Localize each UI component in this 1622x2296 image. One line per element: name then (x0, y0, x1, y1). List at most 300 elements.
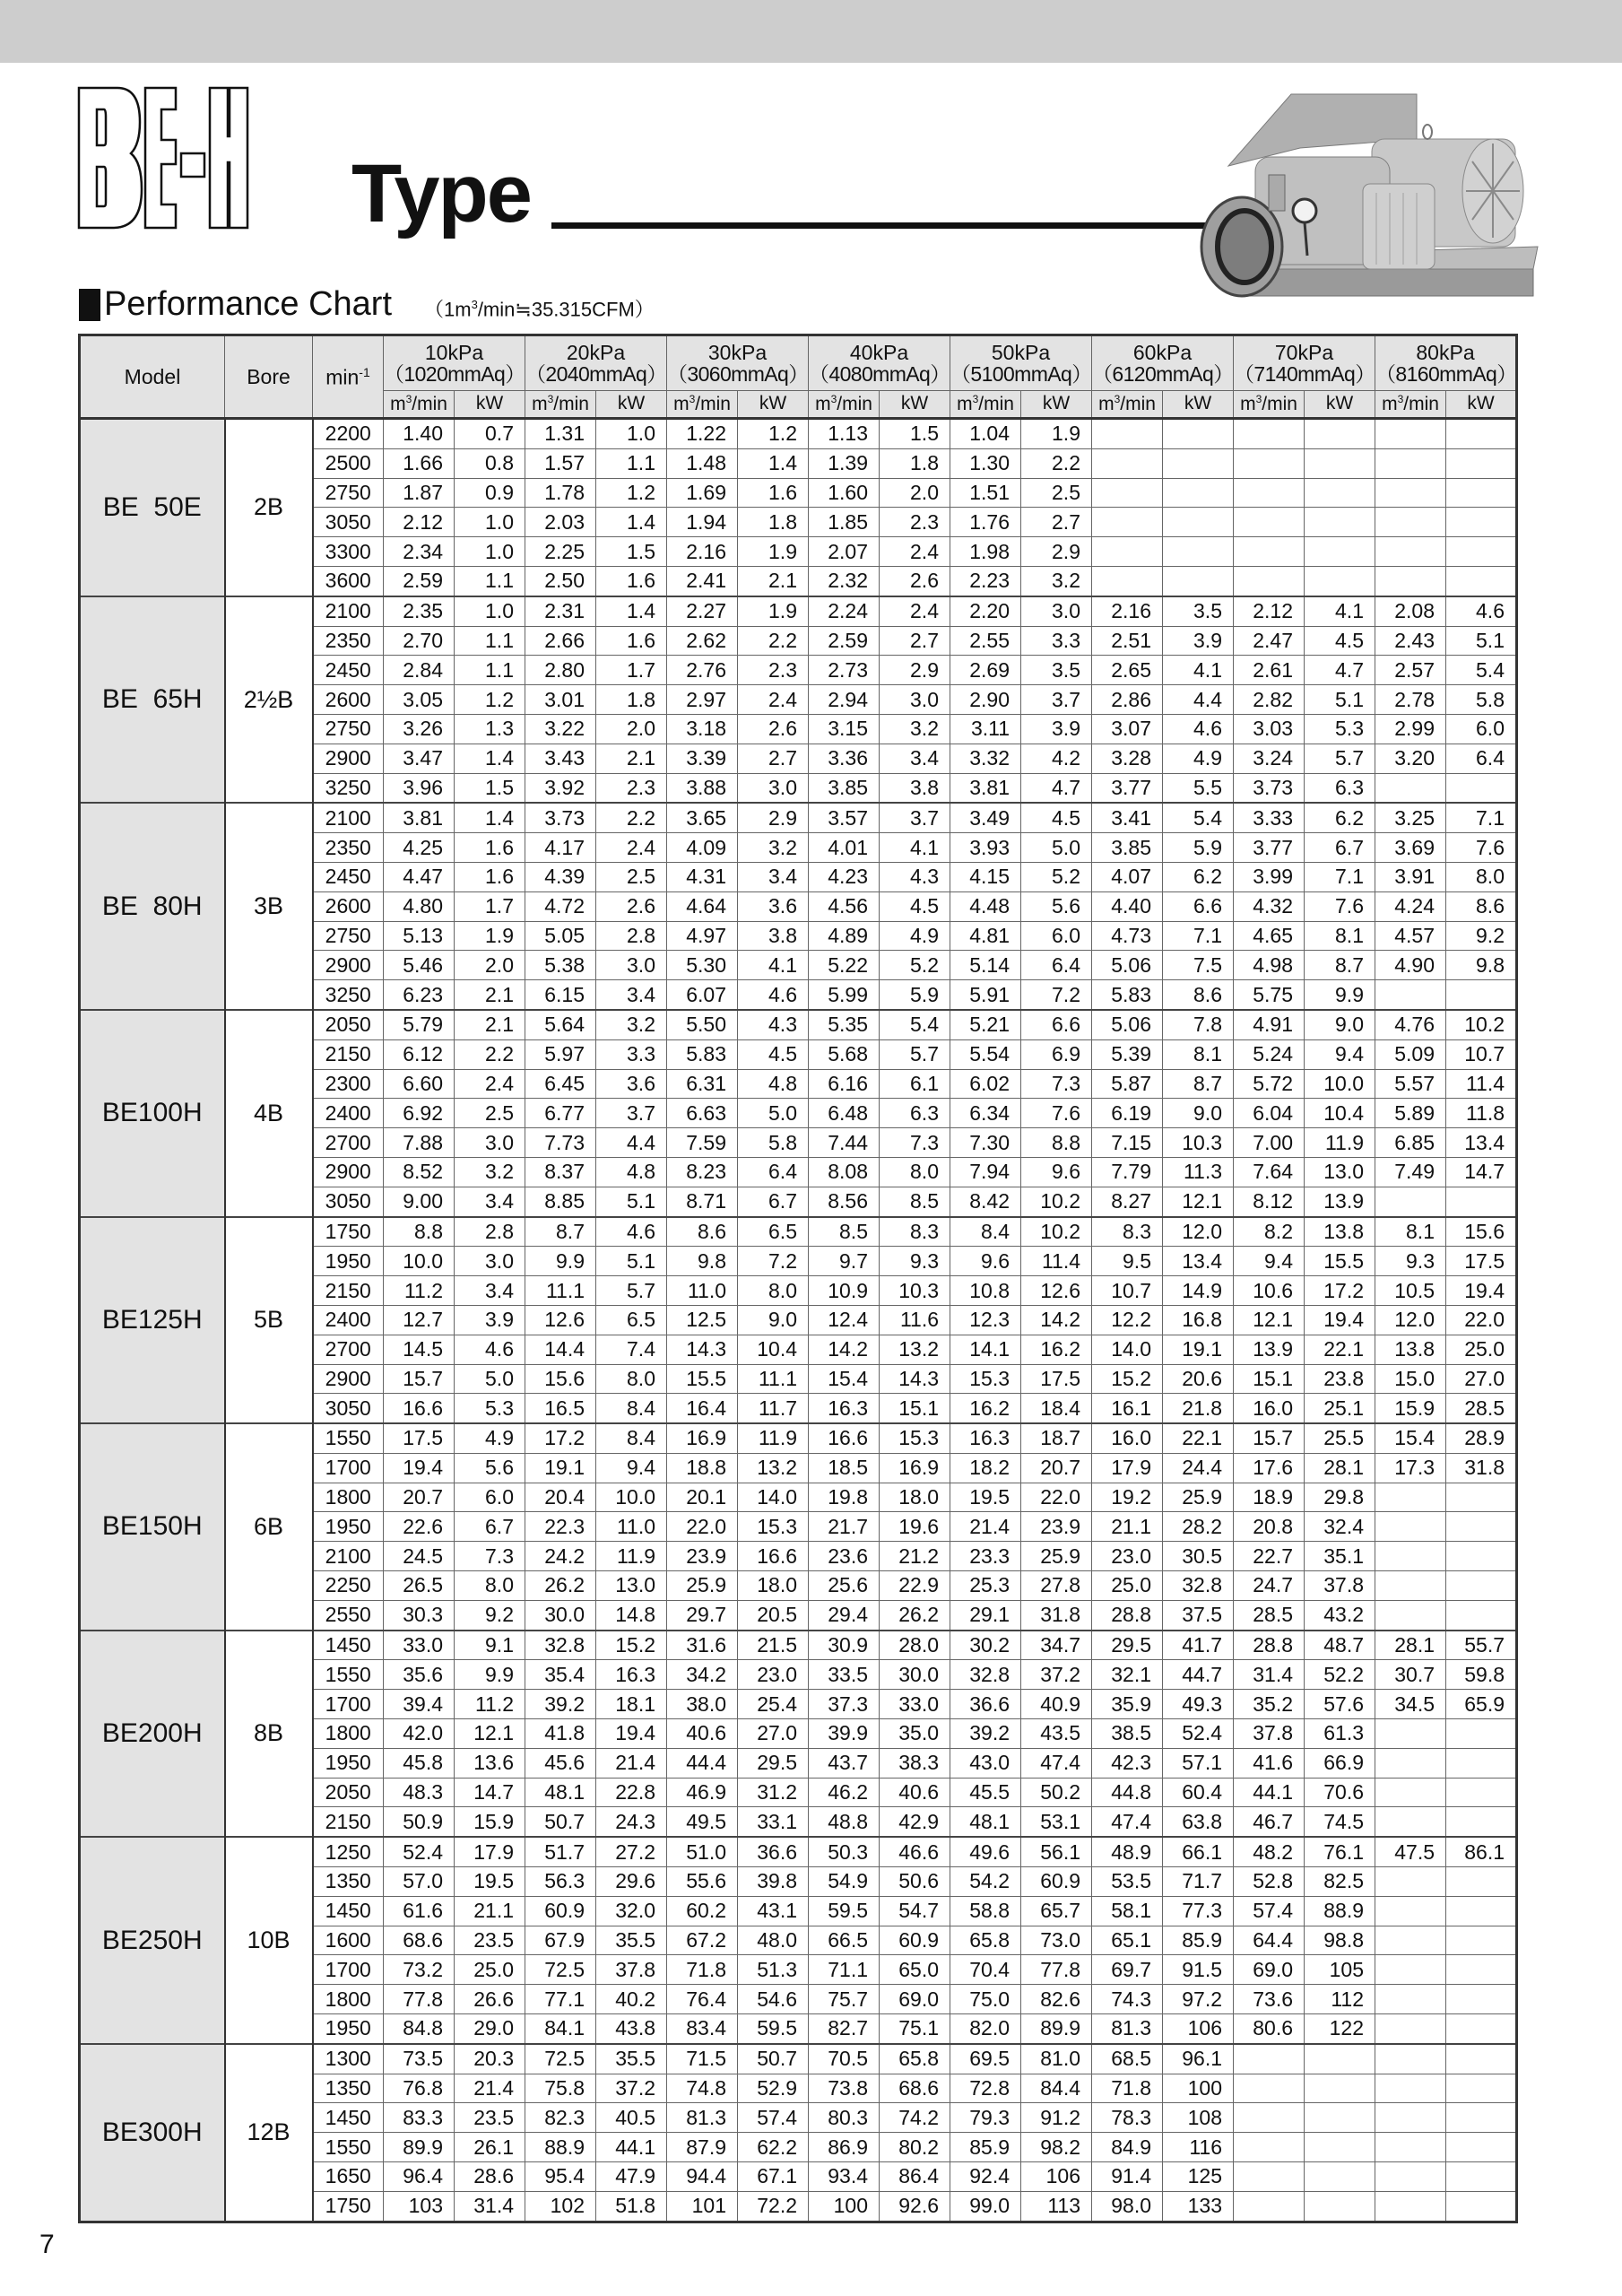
flow-cell: 30.3 (384, 1600, 455, 1630)
flow-cell: 34.2 (667, 1660, 738, 1690)
power-cell: 4.5 (738, 1039, 809, 1069)
flow-cell: 2.55 (950, 626, 1021, 656)
power-cell: 15.3 (738, 1512, 809, 1542)
flow-cell: 25.9 (667, 1571, 738, 1601)
power-cell: 25.0 (455, 1955, 525, 1985)
flow-cell (1375, 566, 1446, 596)
pressure-kpa: 70kPa (1274, 340, 1334, 364)
speed-cell: 2100 (313, 1542, 384, 1571)
model-cell: BE 65H (80, 596, 225, 804)
speed-cell: 1800 (313, 1483, 384, 1512)
flow-cell (1234, 2044, 1305, 2074)
pressure-kpa: 30kPa (707, 340, 768, 364)
flow-cell (1234, 478, 1305, 508)
power-cell: 5.7 (1305, 744, 1375, 773)
power-cell: 5.8 (738, 1128, 809, 1158)
unit-power: kW (1305, 391, 1375, 419)
power-cell: 54.7 (880, 1896, 950, 1926)
flow-cell: 7.30 (950, 1128, 1021, 1158)
flow-cell: 23.9 (667, 1542, 738, 1571)
flow-cell: 5.21 (950, 1010, 1021, 1039)
power-cell: 15.5 (1305, 1247, 1375, 1276)
flow-cell (1092, 419, 1163, 449)
flow-cell: 2.23 (950, 566, 1021, 596)
power-cell (1163, 478, 1234, 508)
flow-cell: 8.12 (1234, 1187, 1305, 1216)
flow-cell: 31.6 (667, 1631, 738, 1660)
flow-cell: 2.78 (1375, 685, 1446, 715)
power-cell: 25.0 (1446, 1335, 1517, 1364)
power-cell: 61.3 (1305, 1719, 1375, 1749)
power-cell: 21.1 (455, 1896, 525, 1926)
flow-cell (1375, 448, 1446, 478)
flow-cell: 3.92 (525, 773, 596, 803)
flow-cell: 81.3 (1092, 2014, 1163, 2044)
flow-cell: 15.7 (384, 1364, 455, 1394)
power-cell: 26.2 (880, 1600, 950, 1630)
power-cell: 15.1 (880, 1394, 950, 1423)
pressure-mmaq: （4080mmAq） (809, 362, 950, 386)
power-cell: 5.1 (1305, 685, 1375, 715)
flow-cell: 4.56 (809, 891, 880, 921)
flow-cell: 1.94 (667, 508, 738, 537)
power-cell: 13.0 (1305, 1157, 1375, 1187)
speed-cell: 1800 (313, 1985, 384, 2014)
power-cell: 91.5 (1163, 1955, 1234, 1985)
unit-flow-suffix: /min (553, 393, 589, 414)
power-cell: 13.4 (1163, 1247, 1234, 1276)
flow-cell: 4.09 (667, 833, 738, 863)
flow-cell: 18.5 (809, 1453, 880, 1483)
power-cell: 2.5 (596, 862, 667, 891)
flow-cell: 15.9 (1375, 1394, 1446, 1423)
power-cell: 7.6 (1305, 891, 1375, 921)
power-cell: 3.4 (880, 744, 950, 773)
power-cell: 88.9 (1305, 1896, 1375, 1926)
power-cell: 60.9 (880, 1926, 950, 1955)
power-cell: 7.1 (1446, 803, 1517, 832)
flow-cell: 4.15 (950, 862, 1021, 891)
power-cell: 2.2 (455, 1039, 525, 1069)
power-cell (1446, 2044, 1517, 2074)
table-row (80, 1217, 1517, 1247)
flow-cell: 75.0 (950, 1985, 1021, 2014)
speed-cell: 1450 (313, 1631, 384, 1660)
bore-cell: 2B (225, 419, 313, 596)
power-cell: 46.6 (880, 1837, 950, 1866)
flow-cell: 8.27 (1092, 1187, 1163, 1216)
flow-cell: 18.8 (667, 1453, 738, 1483)
flow-cell: 6.04 (1234, 1099, 1305, 1128)
flow-cell: 17.6 (1234, 1453, 1305, 1483)
flow-cell: 42.0 (384, 1719, 455, 1749)
power-cell: 76.1 (1305, 1837, 1375, 1866)
flow-cell: 49.6 (950, 1837, 1021, 1866)
speed-cell: 1550 (313, 1660, 384, 1690)
speed-cell: 1950 (313, 1247, 384, 1276)
flow-cell: 4.73 (1092, 921, 1163, 951)
power-cell: 12.6 (1021, 1276, 1092, 1306)
power-cell: 2.8 (455, 1217, 525, 1247)
speed-cell: 2900 (313, 744, 384, 773)
unit-flow (667, 391, 738, 419)
flow-cell: 3.47 (384, 744, 455, 773)
flow-cell: 25.6 (809, 1571, 880, 1601)
flow-cell: 7.73 (525, 1128, 596, 1158)
power-cell: 1.9 (738, 537, 809, 567)
speed-cell: 2700 (313, 1128, 384, 1158)
unit-flow (1234, 391, 1305, 419)
power-cell: 1.0 (455, 596, 525, 626)
power-cell: 2.4 (455, 1069, 525, 1099)
speed-cell: 3050 (313, 1187, 384, 1216)
power-cell: 9.0 (1305, 1010, 1375, 1039)
power-cell (1446, 2191, 1517, 2222)
flow-cell: 1.69 (667, 478, 738, 508)
power-cell: 125 (1163, 2162, 1234, 2192)
flow-cell: 5.87 (1092, 1069, 1163, 1099)
power-cell: 5.4 (1446, 656, 1517, 685)
flow-cell: 51.7 (525, 1837, 596, 1866)
power-cell (1446, 1955, 1517, 1985)
flow-cell: 77.1 (525, 1985, 596, 2014)
speed-cell: 2900 (313, 1157, 384, 1187)
power-cell: 82.6 (1021, 1985, 1092, 2014)
flow-cell: 31.4 (1234, 1660, 1305, 1690)
power-cell (1163, 419, 1234, 449)
flow-cell: 17.3 (1375, 1453, 1446, 1483)
power-cell: 8.6 (1446, 891, 1517, 921)
power-cell: 1.4 (596, 508, 667, 537)
power-cell: 54.6 (738, 1985, 809, 2014)
power-cell: 1.7 (455, 891, 525, 921)
power-cell (1305, 508, 1375, 537)
power-cell: 7.1 (1305, 862, 1375, 891)
flow-cell: 80.3 (809, 2103, 880, 2133)
flow-cell: 44.8 (1092, 1778, 1163, 1807)
power-cell: 31.2 (738, 1778, 809, 1807)
flow-cell: 2.07 (809, 537, 880, 567)
flow-cell: 7.79 (1092, 1157, 1163, 1187)
model-cell: BE100H (80, 1010, 225, 1217)
power-cell: 9.2 (455, 1600, 525, 1630)
power-cell: 97.2 (1163, 1985, 1234, 2014)
flow-cell: 60.9 (525, 1896, 596, 1926)
speed-cell: 1550 (313, 1423, 384, 1453)
flow-cell: 5.14 (950, 951, 1021, 980)
power-cell: 2.6 (596, 891, 667, 921)
flow-cell: 2.50 (525, 566, 596, 596)
flow-cell: 4.32 (1234, 891, 1305, 921)
flow-cell: 74.8 (667, 2074, 738, 2103)
bore-cell: 10B (225, 1837, 313, 2044)
power-cell: 11.8 (1446, 1099, 1517, 1128)
power-cell (1163, 537, 1234, 567)
flow-cell: 2.31 (525, 596, 596, 626)
flow-cell: 85.9 (950, 2133, 1021, 2162)
power-cell: 4.1 (1305, 596, 1375, 626)
conversion-note-suffix: /min≒35.315CFM） (477, 298, 655, 320)
flow-cell: 87.9 (667, 2133, 738, 2162)
power-cell (1446, 1542, 1517, 1571)
unit-flow-suffix: /min (1262, 393, 1297, 414)
power-cell: 2.1 (738, 566, 809, 596)
flow-cell: 3.81 (950, 773, 1021, 803)
power-cell: 15.3 (880, 1423, 950, 1453)
power-cell: 28.0 (880, 1631, 950, 1660)
flow-cell (1234, 2191, 1305, 2222)
speed-cell: 1950 (313, 1512, 384, 1542)
power-cell: 68.6 (880, 2074, 950, 2103)
power-cell: 25.4 (738, 1690, 809, 1719)
flow-cell (1375, 980, 1446, 1010)
power-cell: 1.8 (738, 508, 809, 537)
power-cell: 65.9 (1446, 1690, 1517, 1719)
pressure-mmaq: （5100mmAq） (950, 362, 1092, 386)
power-cell: 3.4 (738, 862, 809, 891)
flow-cell: 16.6 (384, 1394, 455, 1423)
flow-cell (1375, 1867, 1446, 1897)
flow-cell: 92.4 (950, 2162, 1021, 2192)
speed-cell: 2400 (313, 1305, 384, 1335)
flow-cell: 5.38 (525, 951, 596, 980)
flow-cell: 16.9 (667, 1423, 738, 1453)
power-cell: 84.4 (1021, 2074, 1092, 2103)
flow-cell: 5.22 (809, 951, 880, 980)
model-group (80, 1217, 1517, 1424)
unit-flow (1375, 391, 1446, 419)
power-cell: 18.4 (1021, 1394, 1092, 1423)
power-cell: 12.1 (1163, 1187, 1234, 1216)
flow-cell (1375, 2133, 1446, 2162)
flow-cell: 4.31 (667, 862, 738, 891)
power-cell (1305, 2191, 1375, 2222)
flow-cell: 10.7 (1092, 1276, 1163, 1306)
speed-cell: 1550 (313, 2133, 384, 2162)
unit-flow-sup: 3 (405, 392, 412, 405)
flow-cell: 5.39 (1092, 1039, 1163, 1069)
power-cell: 1.1 (455, 626, 525, 656)
power-cell: 49.3 (1163, 1690, 1234, 1719)
flow-cell (1375, 2074, 1446, 2103)
power-cell: 52.2 (1305, 1660, 1375, 1690)
power-cell: 1.9 (455, 921, 525, 951)
flow-cell: 14.4 (525, 1335, 596, 1364)
unit-power: kW (455, 391, 525, 419)
power-cell: 6.7 (1305, 833, 1375, 863)
flow-cell: 28.1 (1375, 1631, 1446, 1660)
bore-cell: 4B (225, 1010, 313, 1217)
power-cell: 47.4 (1021, 1748, 1092, 1778)
flow-cell: 29.7 (667, 1600, 738, 1630)
power-cell: 85.9 (1163, 1926, 1234, 1955)
flow-cell (1375, 1778, 1446, 1807)
power-cell: 10.3 (1163, 1128, 1234, 1158)
power-cell (1446, 1600, 1517, 1630)
flow-cell: 34.5 (1375, 1690, 1446, 1719)
flow-cell: 3.28 (1092, 744, 1163, 773)
power-cell: 4.7 (1305, 656, 1375, 685)
flow-cell: 5.97 (525, 1039, 596, 1069)
power-cell: 2.1 (455, 980, 525, 1010)
power-cell: 3.5 (1163, 596, 1234, 626)
flow-cell: 3.73 (525, 803, 596, 832)
power-cell: 21.2 (880, 1542, 950, 1571)
power-cell: 51.8 (596, 2191, 667, 2222)
power-cell: 23.5 (455, 2103, 525, 2133)
power-cell: 20.6 (1163, 1364, 1234, 1394)
power-cell: 7.6 (1021, 1099, 1092, 1128)
table-row (80, 1837, 1517, 1866)
power-cell: 4.8 (596, 1157, 667, 1187)
power-cell: 14.7 (1446, 1157, 1517, 1187)
pressure-mmaq: （8160mmAq） (1375, 362, 1517, 386)
flow-cell: 8.4 (950, 1217, 1021, 1247)
power-cell: 37.2 (1021, 1660, 1092, 1690)
model-group (80, 419, 1517, 596)
flow-cell: 24.5 (384, 1542, 455, 1571)
flow-cell: 29.1 (950, 1600, 1021, 1630)
power-cell: 65.8 (880, 2044, 950, 2074)
power-cell: 43.5 (1021, 1719, 1092, 1749)
flow-cell: 4.76 (1375, 1010, 1446, 1039)
power-cell: 3.7 (1021, 685, 1092, 715)
power-cell: 2.6 (738, 714, 809, 744)
model-group (80, 2044, 1517, 2222)
flow-cell (1234, 537, 1305, 567)
speed-cell: 2150 (313, 1276, 384, 1306)
power-cell: 60.9 (1021, 1867, 1092, 1897)
flow-cell: 8.5 (809, 1217, 880, 1247)
flow-cell (1375, 1807, 1446, 1837)
flow-cell: 4.47 (384, 862, 455, 891)
power-cell: 27.8 (1021, 1571, 1092, 1601)
model-cell: BE300H (80, 2044, 225, 2222)
power-cell: 2.8 (596, 921, 667, 951)
power-cell: 14.2 (1021, 1305, 1092, 1335)
power-cell (1446, 980, 1517, 1010)
power-cell (1163, 566, 1234, 596)
power-cell: 2.7 (880, 626, 950, 656)
flow-cell: 7.49 (1375, 1157, 1446, 1187)
unit-flow-prefix: m (390, 393, 406, 414)
flow-cell: 6.02 (950, 1069, 1021, 1099)
flow-cell: 12.6 (525, 1305, 596, 1335)
flow-cell: 5.89 (1375, 1099, 1446, 1128)
power-cell: 50.2 (1021, 1778, 1092, 1807)
power-cell: 3.2 (880, 714, 950, 744)
flow-cell: 23.0 (1092, 1542, 1163, 1571)
flow-cell: 38.5 (1092, 1719, 1163, 1749)
flow-cell: 6.77 (525, 1099, 596, 1128)
flow-cell: 14.5 (384, 1335, 455, 1364)
power-cell: 6.3 (1305, 773, 1375, 803)
flow-cell: 1.48 (667, 448, 738, 478)
power-cell: 2.4 (738, 685, 809, 715)
speed-cell: 3300 (313, 537, 384, 567)
power-cell: 28.6 (455, 2162, 525, 2192)
pressure-kpa: 80kPa (1416, 340, 1475, 364)
power-cell: 1.0 (596, 419, 667, 449)
flow-cell: 13.9 (1234, 1335, 1305, 1364)
unit-flow-sup: 3 (1397, 392, 1404, 405)
speed-cell: 3250 (313, 773, 384, 803)
flow-cell (1375, 2044, 1446, 2074)
flow-cell: 73.6 (1234, 1985, 1305, 2014)
power-cell: 40.2 (596, 1985, 667, 2014)
flow-cell: 1.87 (384, 478, 455, 508)
power-cell (1446, 1985, 1517, 2014)
conversion-note-prefix: （1m (424, 298, 472, 320)
model-group (80, 1837, 1517, 2044)
power-cell: 1.8 (880, 448, 950, 478)
power-cell (1446, 1571, 1517, 1601)
flow-cell: 3.33 (1234, 803, 1305, 832)
power-cell: 5.4 (1163, 803, 1234, 832)
power-cell: 5.6 (455, 1453, 525, 1483)
power-cell: 13.2 (738, 1453, 809, 1483)
pressure-header (809, 335, 950, 391)
power-cell: 71.7 (1163, 1867, 1234, 1897)
flow-cell: 16.6 (809, 1423, 880, 1453)
flow-cell: 21.4 (950, 1512, 1021, 1542)
power-cell: 2.2 (1021, 448, 1092, 478)
power-cell: 2.4 (880, 537, 950, 567)
power-cell: 3.0 (455, 1128, 525, 1158)
power-cell: 17.2 (1305, 1276, 1375, 1306)
power-cell: 18.1 (596, 1690, 667, 1719)
power-cell: 8.0 (596, 1364, 667, 1394)
power-cell: 7.8 (1163, 1010, 1234, 1039)
flow-cell: 2.57 (1375, 656, 1446, 685)
power-cell: 1.5 (596, 537, 667, 567)
power-cell: 4.4 (1163, 685, 1234, 715)
power-cell: 1.4 (455, 803, 525, 832)
flow-cell: 28.5 (1234, 1600, 1305, 1630)
flow-cell: 15.6 (525, 1364, 596, 1394)
power-cell: 65.0 (880, 1955, 950, 1985)
flow-cell: 30.7 (1375, 1660, 1446, 1690)
flow-cell: 1.40 (384, 419, 455, 449)
power-cell: 65.7 (1021, 1896, 1092, 1926)
unit-power: kW (1021, 391, 1092, 419)
power-cell: 14.3 (880, 1364, 950, 1394)
flow-cell: 7.15 (1092, 1128, 1163, 1158)
flow-cell: 2.43 (1375, 626, 1446, 656)
power-cell: 23.0 (738, 1660, 809, 1690)
unit-flow-suffix: /min (695, 393, 731, 414)
flow-cell: 40.6 (667, 1719, 738, 1749)
flow-cell: 35.2 (1234, 1690, 1305, 1719)
power-cell: 60.4 (1163, 1778, 1234, 1807)
power-cell: 5.1 (1446, 626, 1517, 656)
power-cell: 2.9 (738, 803, 809, 832)
flow-cell (1092, 537, 1163, 567)
power-cell: 3.0 (738, 773, 809, 803)
power-cell: 8.5 (880, 1187, 950, 1216)
speed-cell: 2100 (313, 803, 384, 832)
flow-cell: 8.08 (809, 1157, 880, 1187)
power-cell: 47.9 (596, 2162, 667, 2192)
flow-cell: 67.9 (525, 1926, 596, 1955)
flow-cell (1234, 2103, 1305, 2133)
power-cell (1163, 508, 1234, 537)
power-cell: 106 (1021, 2162, 1092, 2192)
power-cell: 25.1 (1305, 1394, 1375, 1423)
power-cell: 3.3 (1021, 626, 1092, 656)
flow-cell: 12.5 (667, 1305, 738, 1335)
power-cell: 89.9 (1021, 2014, 1092, 2044)
